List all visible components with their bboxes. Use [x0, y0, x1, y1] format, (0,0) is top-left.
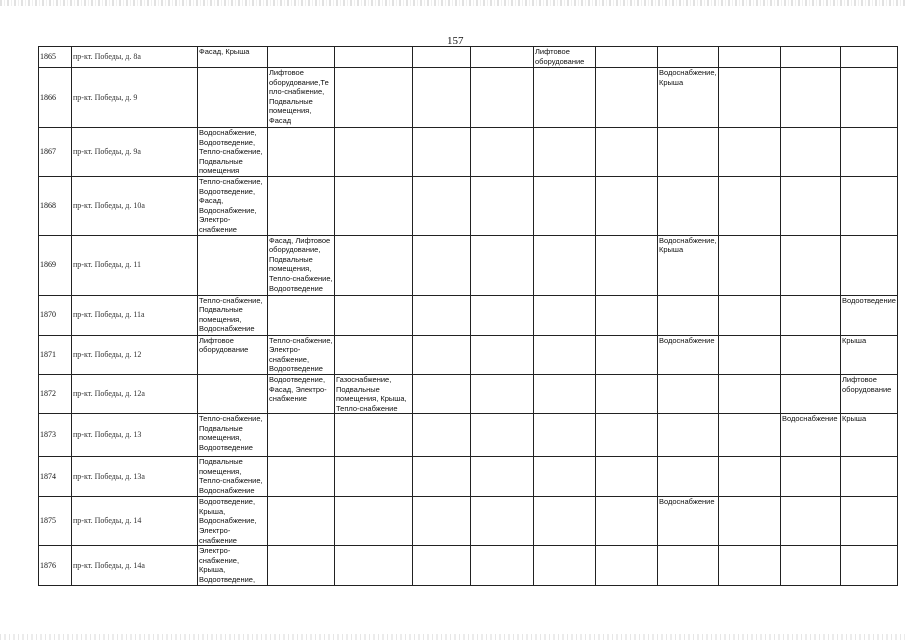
work-type-cell — [781, 295, 841, 335]
row-number: 1871 — [39, 335, 72, 374]
work-type-cell: Водоснабжение — [658, 335, 719, 374]
row-number: 1869 — [39, 235, 72, 295]
address-cell: пр-кт. Победы, д. 11а — [72, 295, 198, 335]
page-number: 157 — [447, 35, 464, 47]
work-type-cell — [534, 295, 596, 335]
work-type-cell — [781, 374, 841, 413]
work-type-cell — [471, 335, 534, 374]
work-type-cell — [841, 128, 898, 177]
work-type-cell — [413, 68, 471, 128]
address-cell: пр-кт. Победы, д. 11 — [72, 235, 198, 295]
work-type-cell — [596, 176, 658, 235]
row-number: 1876 — [39, 546, 72, 586]
work-type-cell — [471, 414, 534, 457]
row-number: 1872 — [39, 374, 72, 413]
work-type-cell: Лифтовое оборудование — [841, 374, 898, 413]
work-type-cell — [534, 335, 596, 374]
work-type-cell — [534, 546, 596, 586]
work-type-cell — [658, 457, 719, 497]
work-type-cell — [596, 414, 658, 457]
work-type-cell — [413, 335, 471, 374]
work-type-cell — [841, 457, 898, 497]
table-row — [39, 335, 898, 374]
row-number: 1868 — [39, 176, 72, 235]
work-type-cell — [471, 68, 534, 128]
address-cell: пр-кт. Победы, д. 13а — [72, 457, 198, 497]
work-type-cell — [596, 374, 658, 413]
work-type-cell — [335, 47, 413, 68]
row-number: 1873 — [39, 414, 72, 457]
work-type-cell — [471, 128, 534, 177]
work-type-cell: Лифтовое оборудование — [534, 47, 596, 68]
work-type-cell — [719, 414, 781, 457]
table-row — [39, 457, 898, 497]
address-cell: пр-кт. Победы, д. 14 — [72, 497, 198, 546]
work-type-cell — [781, 47, 841, 68]
work-type-cell — [534, 414, 596, 457]
work-type-cell — [596, 335, 658, 374]
work-type-cell: Водоотведение, Крыша, Водоснабжение, Электро-снабжение — [198, 497, 268, 546]
work-type-cell: Крыша — [841, 414, 898, 457]
work-type-cell — [781, 176, 841, 235]
work-type-cell — [534, 497, 596, 546]
work-type-cell: Крыша — [841, 335, 898, 374]
work-type-cell: Водоснабжение — [658, 497, 719, 546]
table-row — [39, 546, 898, 586]
work-type-cell — [596, 47, 658, 68]
work-type-cell — [534, 457, 596, 497]
work-type-cell — [719, 128, 781, 177]
table-row — [39, 47, 898, 68]
row-number: 1874 — [39, 457, 72, 497]
address-cell: пр-кт. Победы, д. 10а — [72, 176, 198, 235]
work-type-cell — [268, 176, 335, 235]
work-type-cell — [413, 47, 471, 68]
work-type-cell — [335, 546, 413, 586]
work-type-cell — [413, 235, 471, 295]
work-type-cell — [534, 176, 596, 235]
work-type-cell — [658, 176, 719, 235]
work-type-cell — [781, 457, 841, 497]
work-type-cell — [268, 295, 335, 335]
work-type-cell — [596, 68, 658, 128]
work-type-cell — [198, 68, 268, 128]
work-type-cell: Тепло-снабжение, Подвальные помещения, Водоотведение — [198, 414, 268, 457]
work-type-cell — [198, 374, 268, 413]
table-row — [39, 414, 898, 457]
work-type-cell — [658, 374, 719, 413]
work-type-cell: Подвальные помещения, Тепло-снабжение, Водоснабжение — [198, 457, 268, 497]
work-type-cell — [471, 47, 534, 68]
work-type-cell — [413, 546, 471, 586]
work-type-cell — [413, 128, 471, 177]
work-type-cell — [719, 176, 781, 235]
work-type-cell — [658, 47, 719, 68]
row-number: 1875 — [39, 497, 72, 546]
address-cell: пр-кт. Победы, д. 12а — [72, 374, 198, 413]
work-type-cell — [719, 68, 781, 128]
table-row — [39, 235, 898, 295]
work-type-cell — [781, 546, 841, 586]
row-number: 1870 — [39, 295, 72, 335]
address-cell: пр-кт. Победы, д. 12 — [72, 335, 198, 374]
work-type-cell: Водоснабжение, Крыша — [658, 235, 719, 295]
work-type-cell — [841, 68, 898, 128]
work-type-cell — [268, 457, 335, 497]
work-type-cell — [658, 414, 719, 457]
work-type-cell: Водоотведение, Фасад, Электро-снабжение — [268, 374, 335, 413]
address-cell: пр-кт. Победы, д. 9а — [72, 128, 198, 177]
work-type-cell — [471, 546, 534, 586]
work-type-cell: Водоснабжение, Крыша — [658, 68, 719, 128]
work-type-cell: Лифтовое оборудование,Те пло-снабжение, Подвальные помещения, Фасад — [268, 68, 335, 128]
address-cell: пр-кт. Победы, д. 9 — [72, 68, 198, 128]
table-row — [39, 128, 898, 177]
work-type-cell — [596, 128, 658, 177]
address-cell: пр-кт. Победы, д. 8а — [72, 47, 198, 68]
table-row — [39, 497, 898, 546]
work-type-cell — [471, 457, 534, 497]
work-type-cell — [596, 457, 658, 497]
work-type-cell: Тепло-снабжение, Подвальные помещения, Водоснабжение — [198, 295, 268, 335]
scan-noise-top — [0, 0, 905, 6]
work-type-cell — [268, 546, 335, 586]
table-row — [39, 295, 898, 335]
work-type-cell — [534, 374, 596, 413]
work-type-cell — [335, 497, 413, 546]
work-type-cell — [719, 235, 781, 295]
scan-noise-bottom — [0, 634, 905, 640]
work-type-cell: Лифтовое оборудование — [198, 335, 268, 374]
work-type-cell — [471, 176, 534, 235]
work-type-cell — [335, 176, 413, 235]
row-number: 1866 — [39, 68, 72, 128]
work-type-cell — [534, 128, 596, 177]
table-row — [39, 68, 898, 128]
work-type-cell — [719, 335, 781, 374]
work-type-cell — [413, 497, 471, 546]
work-type-cell — [335, 295, 413, 335]
work-type-cell — [719, 457, 781, 497]
work-type-cell — [658, 128, 719, 177]
work-type-cell — [841, 235, 898, 295]
work-type-cell — [413, 295, 471, 335]
work-type-cell — [335, 457, 413, 497]
work-type-cell — [534, 68, 596, 128]
work-type-cell — [781, 128, 841, 177]
work-type-cell — [781, 335, 841, 374]
row-number: 1865 — [39, 47, 72, 68]
work-type-cell — [719, 497, 781, 546]
work-type-cell — [658, 546, 719, 586]
work-type-cell — [841, 497, 898, 546]
work-type-cell: Водоотведение — [841, 295, 898, 335]
repair-schedule-table — [38, 46, 898, 586]
work-type-cell — [719, 546, 781, 586]
work-type-cell — [719, 374, 781, 413]
address-cell: пр-кт. Победы, д. 14а — [72, 546, 198, 586]
work-type-cell — [781, 497, 841, 546]
work-type-cell — [198, 235, 268, 295]
work-type-cell — [413, 414, 471, 457]
work-type-cell: Водоснабжение — [781, 414, 841, 457]
work-type-cell — [534, 235, 596, 295]
work-type-cell — [596, 546, 658, 586]
work-type-cell — [335, 335, 413, 374]
work-type-cell — [268, 47, 335, 68]
work-type-cell — [596, 235, 658, 295]
work-type-cell — [268, 414, 335, 457]
work-type-cell — [413, 374, 471, 413]
work-type-cell — [596, 295, 658, 335]
table-row — [39, 374, 898, 413]
work-type-cell: Тепло-снабжение, Электро-снабжение, Водоотведение — [269, 335, 333, 374]
work-type-cell — [335, 235, 413, 295]
work-type-cell — [471, 235, 534, 295]
address-cell: пр-кт. Победы, д. 13 — [72, 414, 198, 457]
work-type-cell — [335, 128, 413, 177]
work-type-cell: Фасад, Крыша — [198, 47, 268, 68]
work-type-cell — [471, 374, 534, 413]
work-type-cell — [719, 295, 781, 335]
work-type-cell — [335, 414, 413, 457]
work-type-cell — [268, 497, 335, 546]
work-type-cell: Водоснабжение, Водоотведение, Тепло-снабжение, Подвальные помещения — [198, 128, 268, 177]
work-type-cell: Тепло-снабжение, Водоотведение, Фасад, Водоснабжение, Электро-снабжение — [198, 176, 268, 235]
work-type-cell — [781, 235, 841, 295]
work-type-cell — [335, 68, 413, 128]
work-type-cell — [841, 546, 898, 586]
work-type-cell — [658, 295, 719, 335]
work-type-cell — [471, 295, 534, 335]
work-type-cell — [781, 68, 841, 128]
work-type-cell — [471, 497, 534, 546]
work-type-cell — [841, 176, 898, 235]
work-type-cell — [413, 176, 471, 235]
work-type-cell — [841, 47, 898, 68]
work-type-cell: Электро-снабжение, Крыша, Водоотведение, — [198, 546, 268, 586]
table-row — [39, 176, 898, 235]
work-type-cell — [596, 497, 658, 546]
work-type-cell — [268, 128, 335, 177]
work-type-cell: Фасад, Лифтовое оборудование, Подвальные помещения, Тепло-снабжение, Водоотведение — [268, 235, 335, 295]
work-type-cell — [719, 47, 781, 68]
work-type-cell — [413, 457, 471, 497]
work-type-cell: Газоснабжение, Подвальные помещения, Крыша, Тепло-снабжение — [335, 374, 413, 413]
row-number: 1867 — [39, 128, 72, 177]
